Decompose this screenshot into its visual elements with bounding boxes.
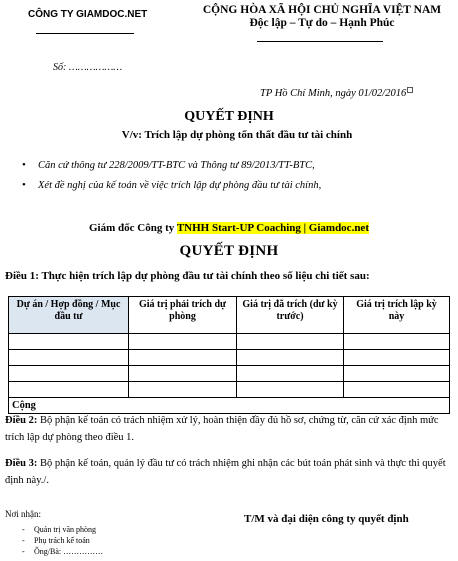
table-cell: [344, 334, 450, 350]
company-name: CÔNG TY GIAMDOC.NET: [28, 9, 148, 20]
national-title: CỘNG HÒA XÃ HỘI CHỦ NGHĨA VIỆT NAM: [202, 4, 442, 16]
national-motto: Độc lập – Tự do – Hạnh Phúc: [249, 17, 395, 29]
table-cell: [237, 382, 344, 398]
checkbox-icon: [407, 87, 413, 93]
recipients-label: Nơi nhận:: [5, 509, 42, 519]
document-title: QUYẾT ĐỊNH: [184, 109, 274, 124]
article-3: [5, 455, 455, 489]
table-cell: [237, 350, 344, 366]
total-label: Cộng: [9, 398, 129, 414]
article-3-text: Bộ phận kế toán, quản lý đầu tư có trách nhiệm ghi nhận các bút toán phát sinh và thực thi quyết định này./.: [5, 458, 446, 486]
legal-bases-list: [22, 160, 452, 200]
article-2: [5, 412, 455, 446]
director-prefix: Giám đốc Công ty: [89, 222, 177, 234]
motto-underline: [257, 41, 383, 42]
header-project: Dự án / Hợp đồng / Mục đầu tư: [9, 297, 129, 334]
director-line: [0, 222, 458, 234]
table-cell: [344, 350, 450, 366]
header-previous-value: Giá trị đã trích (dư kỳ trước): [237, 297, 344, 334]
date-text: TP Hồ Chí Minh, ngày 01/02/2016: [260, 88, 407, 99]
table-cell: [237, 334, 344, 350]
provision-table: [8, 296, 450, 414]
table-cell: [129, 366, 237, 382]
table-row: [9, 334, 450, 350]
table-cell: [9, 366, 129, 382]
recipients-list: [22, 524, 103, 557]
recipient-item: - Ông/Bà: ……………: [22, 546, 103, 557]
table-row: [9, 350, 450, 366]
header-required-value: Giá trị phải trích dự phòng: [129, 297, 237, 334]
table-row: [9, 382, 450, 398]
article-3-label: Điều 3:: [5, 458, 38, 469]
legal-basis-item: • Xét đề nghị của kế toán về việc trích lập dự phòng đầu tư tài chính,: [22, 180, 452, 191]
document-subject: V/v: Trích lập dự phòng tổn thất đầu tư tài chính: [121, 129, 353, 141]
signature-block: T/M và đại diện công ty quyết định: [244, 513, 409, 525]
legal-basis-item: • Căn cứ thông tư 228/2009/TT-BTC và Thông tư 89/2013/TT-BTC,: [22, 160, 452, 171]
table-row: [9, 366, 450, 382]
table-cell: [9, 382, 129, 398]
recipient-item: - Phụ trách kế toán: [22, 535, 103, 546]
table-cell: [344, 382, 450, 398]
recipient-item: - Quản trị văn phòng: [22, 524, 103, 535]
article-2-text: Bộ phận kế toán có trách nhiệm xử lý, hoàn thiện đầy đủ hồ sơ, chứng từ, căn cứ xác định mức trích lập dự phòng theo điều 1.: [5, 415, 439, 443]
table-cell: [129, 350, 237, 366]
director-company-highlight: TNHH Start-UP Coaching | Giamdoc.net: [176, 222, 369, 234]
table-cell: [237, 366, 344, 382]
company-underline: [36, 33, 134, 34]
table-cell: [9, 334, 129, 350]
table-cell: [129, 334, 237, 350]
article-2-label: Điều 2:: [5, 415, 38, 426]
table-cell: [9, 350, 129, 366]
document-number: Số: ………………: [53, 62, 123, 73]
table-header-row: [9, 297, 450, 334]
article-1: Điều 1: Thực hiện trích lập dự phòng đầu tư tài chính theo số liệu chi tiết sau:: [5, 270, 370, 282]
header-current-value: Giá trị trích lập kỳ này: [344, 297, 450, 334]
table-cell: [344, 366, 450, 382]
date-line: [260, 87, 456, 99]
decision-title: QUYẾT ĐỊNH: [179, 243, 279, 259]
table-cell: [129, 382, 237, 398]
